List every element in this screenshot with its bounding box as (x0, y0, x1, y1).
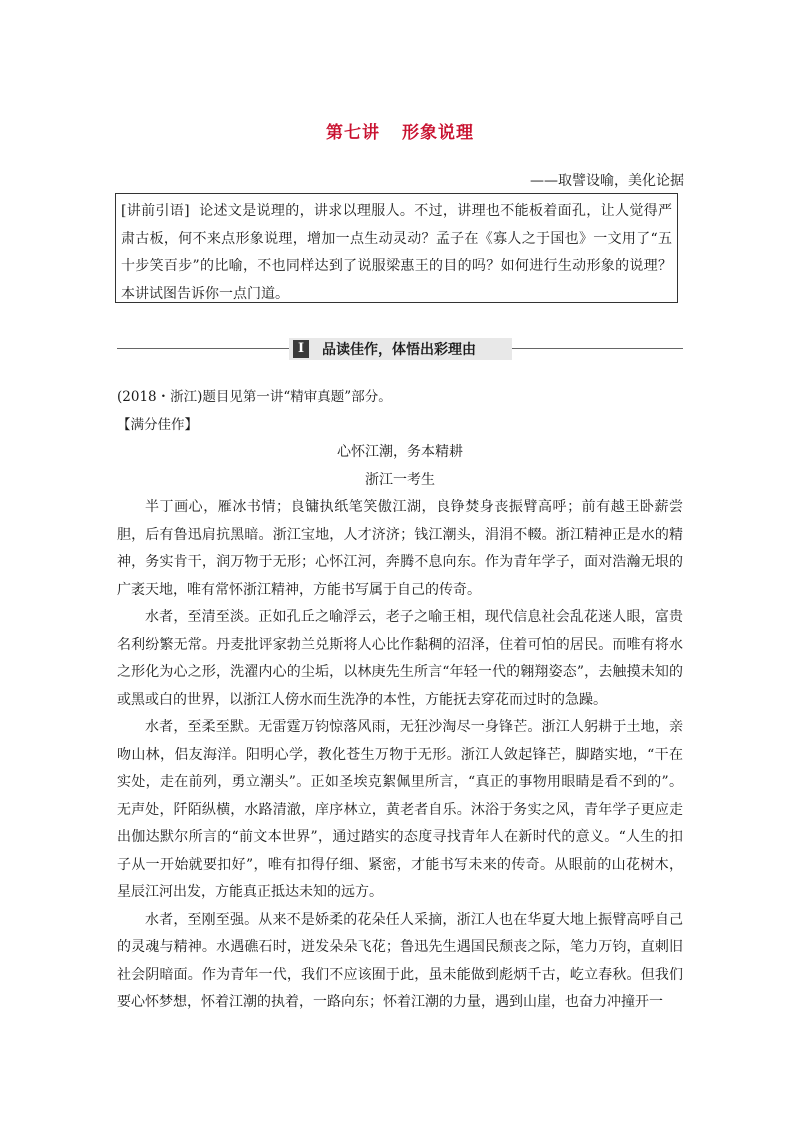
intro-tag: [讲前引语] (121, 203, 190, 219)
lecture-subtitle: ——取譬设喻，美化论据 (530, 173, 684, 189)
section-label: 品读佳作，体悟出彩理由 (322, 342, 476, 358)
section-number: Ⅰ (293, 340, 309, 358)
question-source: (2018・浙江)题目见第一讲“精审真题”部分。 (117, 389, 392, 405)
essay-paragraph: 水者，至刚至强。从来不是娇柔的花朵任人采摘，浙江人也在华夏大地上振臂高呼自己的灵魂与精神。水遇礁石时，迸发朵朵飞花；鲁迅先生遇国民颓丧之际，笔力万钧，直刺旧社会阴暗面。作为青年一代，我们不应该囿于此，虽未能做到彪炳千古，屹立春秋。但我们要心怀梦想，怀着江潮的执着，一路向东；怀着江潮的力量，遇到山崖，也奋力冲撞开一 (117, 911, 683, 1010)
essay-title: 心怀江潮，务本精耕 (337, 444, 463, 460)
section-header (117, 338, 683, 360)
section-divider-left (117, 348, 289, 349)
lecture-number: 第七讲 (326, 123, 380, 143)
essay-paragraph: 水者，至柔至默。无雷霆万钧惊落风雨，无狂沙淘尽一身锋芒。浙江人躬耕于土地，亲吻山林，侣友海洋。阳明心学，教化苍生万物于无形。浙江人敛起锋芒，脚踏实地，“干在实处，走在前列，勇立潮头”。正如圣埃克絮佩里所言，“真正的事物用眼睛是看不到的”。无声处，阡陌纵横，水路清澈，庠序林立，黄老者自乐。沐浴于务实之风，青年学子更应走出伽达默尔所言的“前文本世界”，通过踏实的态度寻找青年人在新时代的意义。“人生的扣子从一开始就要扣好”，唯有扣得仔细、紧密，才能书写未来的传奇。从眼前的山花树木，星辰江河出发，方能真正抵达未知的远方。 (117, 719, 683, 900)
essay-body (117, 494, 683, 1017)
intro-box (115, 193, 678, 303)
essay-author: 浙江一考生 (365, 472, 435, 488)
essay-paragraph: 水者，至清至淡。正如孔丘之喻浮云，老子之喻王相，现代信息社会乱花迷人眼，富贵名利纷繁无常。丹麦批评家勃兰兑斯将人心比作黏稠的沼泽，住着可怕的居民。而唯有将水之形化为心之形，洗濯内心的尘垢，以林庚先生所言“年轻一代的翱翔姿态”，去触摸未知的或黑或白的世界，以浙江人傍水而生洗净的本性，方能抚去穿花而过时的急躁。 (117, 609, 683, 708)
essay-paragraph: 半丁画心，雁冰书情；良镛执纸笔笑傲江湖，良铮焚身丧振臂高呼；前有越王卧薪尝胆，后有鲁迅肩抗黑暗。浙江宝地，人才济济；钱江潮头，涓涓不輟。浙江精神正是水的精神，务实肯干，润万物于无形；心怀江河，奔腾不息向东。作为青年学子，面对浩瀚无垠的广袤天地，唯有常怀浙江精神，方能书写属于自己的传奇。 (117, 499, 683, 598)
lecture-title (0, 118, 800, 143)
lecture-topic: 形象说理 (402, 123, 474, 143)
section-divider-right (512, 348, 683, 349)
intro-text: 论述文是说理的，讲求以理服人。不过，讲理也不能板着面孔，让人觉得严肃古板，何不来点形象说理，增加一点生动灵动？孟子在《寡人之于国也》一文用了“五十步笑百步”的比喻，不也同样达到了说服梁惠王的目的吗？如何进行生动形象的说理？本讲试图告诉你一点门道。 (121, 203, 672, 302)
essay-tag: 【满分佳作】 (117, 417, 198, 433)
